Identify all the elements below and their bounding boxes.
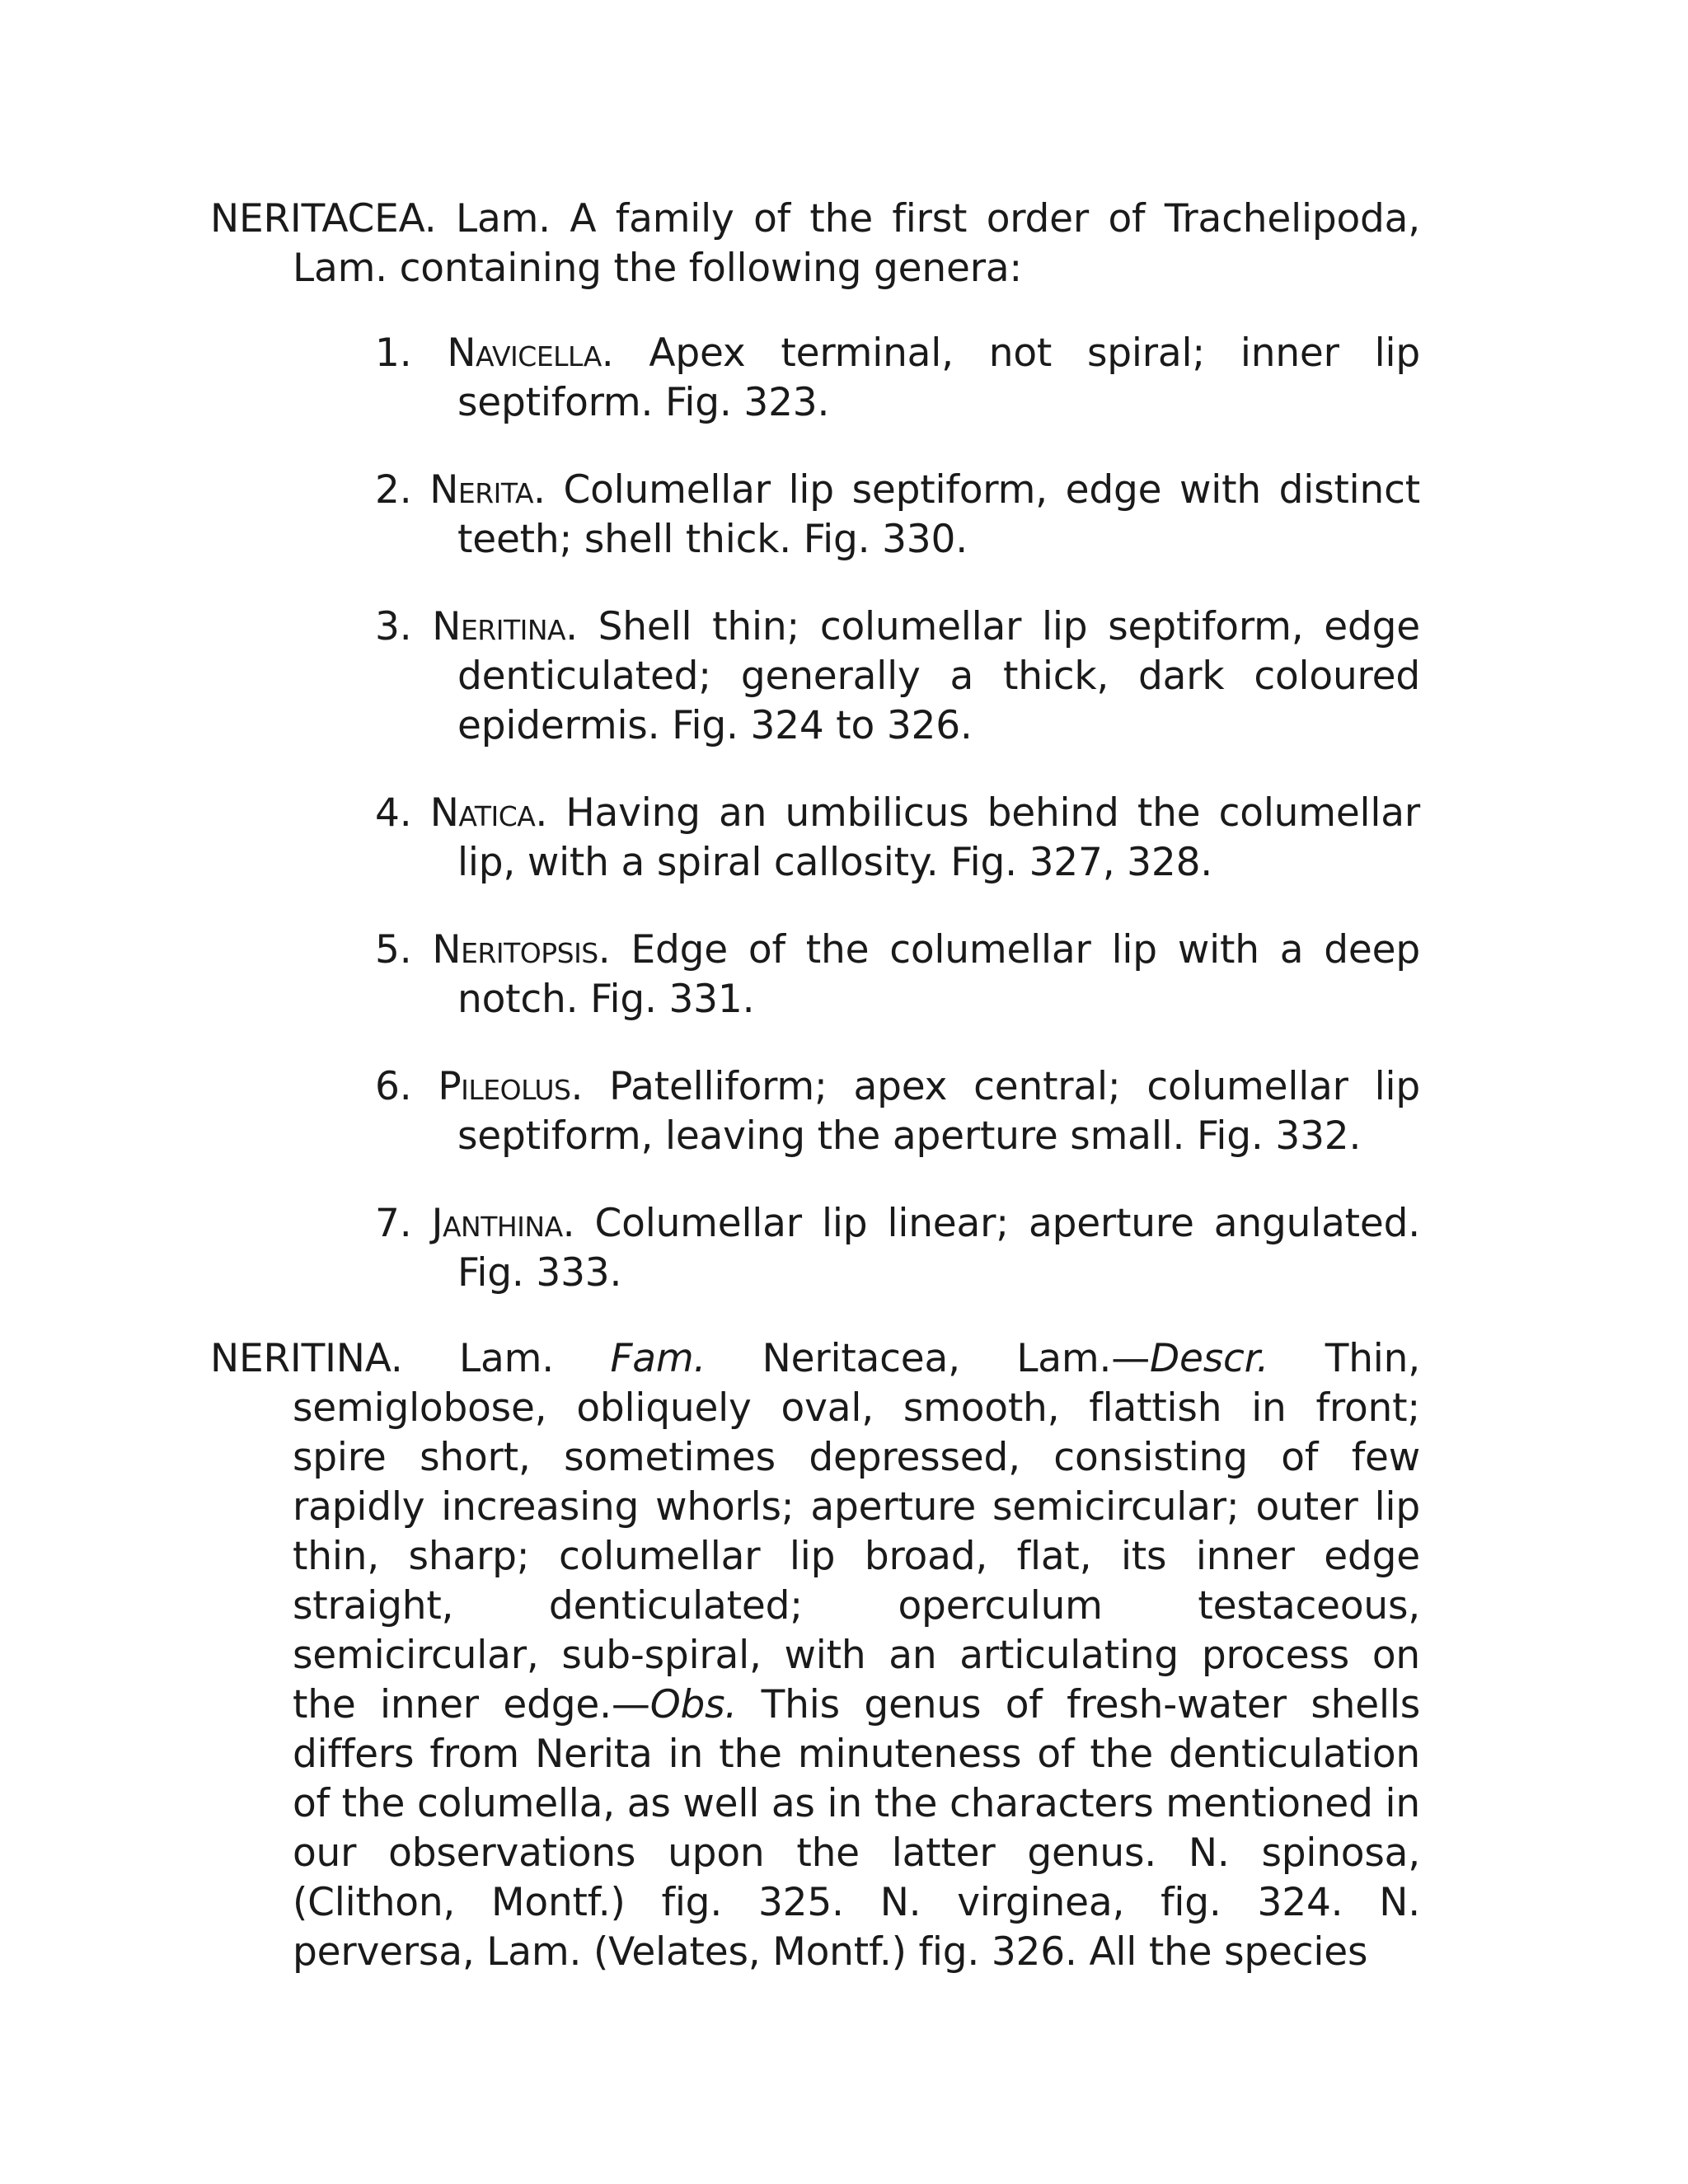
entry-neritacea (210, 194, 1420, 293)
observations-label: Obs. (649, 1682, 738, 1727)
genus-item (375, 466, 1420, 565)
genus-item (375, 602, 1420, 751)
genus-item (375, 926, 1420, 1024)
genus-name: Pileolus (438, 1064, 571, 1109)
genera-list (210, 329, 1420, 1298)
genus-item (375, 789, 1420, 888)
genus-name: Neritopsis (432, 927, 598, 972)
genus-number: 2. (375, 467, 412, 513)
genus-description: . Shell thin; columellar lip septiform, edge denticulated; generally a thick, dark coloured epidermis. Fig. 324 to 326. (457, 604, 1420, 748)
genus-name: Natica (429, 790, 536, 836)
genus-name: Nerita (429, 467, 534, 513)
genus-description: . Columellar lip linear; aperture angulated. Fig. 333. (457, 1201, 1420, 1296)
genus-number: 3. (375, 604, 412, 649)
genus-number: 4. (375, 790, 412, 836)
genus-item (375, 1062, 1420, 1161)
genus-name: Neritina (432, 604, 566, 649)
entry-neritina (210, 1334, 1420, 1977)
genus-description: . Apex terminal, not spiral; inner lip septiform. Fig. 323. (457, 330, 1420, 425)
description-label: Descr. (1150, 1336, 1269, 1381)
entry-headword: NERITACEA. (210, 196, 437, 241)
genus-description: . Edge of the columellar lip with a deep notch. Fig. 331. (457, 927, 1420, 1022)
genus-description: . Having an umbilicus behind the columellar lip, with a spiral callosity. Fig. 327, 328. (457, 790, 1420, 885)
genus-item (375, 329, 1420, 428)
entry-headword: NERITINA. (210, 1336, 403, 1381)
entry-text: Neritacea, Lam.— (762, 1336, 1151, 1381)
genus-name: Janthina (431, 1201, 563, 1246)
genus-number: 7. (375, 1201, 412, 1246)
genus-description: . Patelliform; apex central; columellar lip septiform, leaving the aperture small. Fig. 332. (457, 1064, 1420, 1159)
genus-name: Navicella (447, 330, 602, 376)
entry-text: Lam. A family of the first order of Trachelipoda, Lam. containing the following genera: (293, 196, 1420, 291)
dictionary-text (210, 194, 1420, 1977)
genus-number: 5. (375, 927, 412, 972)
entry-text: Thin, semiglobose, obliquely oval, smooth, flattish in front; spire short, sometimes depressed, consisting of few rapidly increasing whorls; aperture semicircular; outer lip thin, sharp; columellar lip broad, flat, its inner edge straight, denticulated; operculum testaceous, semicircular, sub-spiral, with an articulating process on the inner edge.— (293, 1336, 1420, 1727)
entry-text: This genus of fresh-water shells differs from Nerita in the minuteness of the denticulation of the columella, as well as in the characters mentioned in our observations upon the latter genus. N. spinosa, (Clithon, Montf.) fig. 325. N. virginea, fig. 324. N. perversa, Lam. (Velates, Montf.) fig. 326. All the species (293, 1682, 1420, 1975)
family-label: Fam. (610, 1336, 706, 1381)
genus-number: 1. (375, 330, 412, 376)
entry-text: Lam. (459, 1336, 554, 1381)
genus-item (375, 1199, 1420, 1298)
genus-description: . Columellar lip septiform, edge with distinct teeth; shell thick. Fig. 330. (457, 467, 1420, 562)
genus-number: 6. (375, 1064, 412, 1109)
